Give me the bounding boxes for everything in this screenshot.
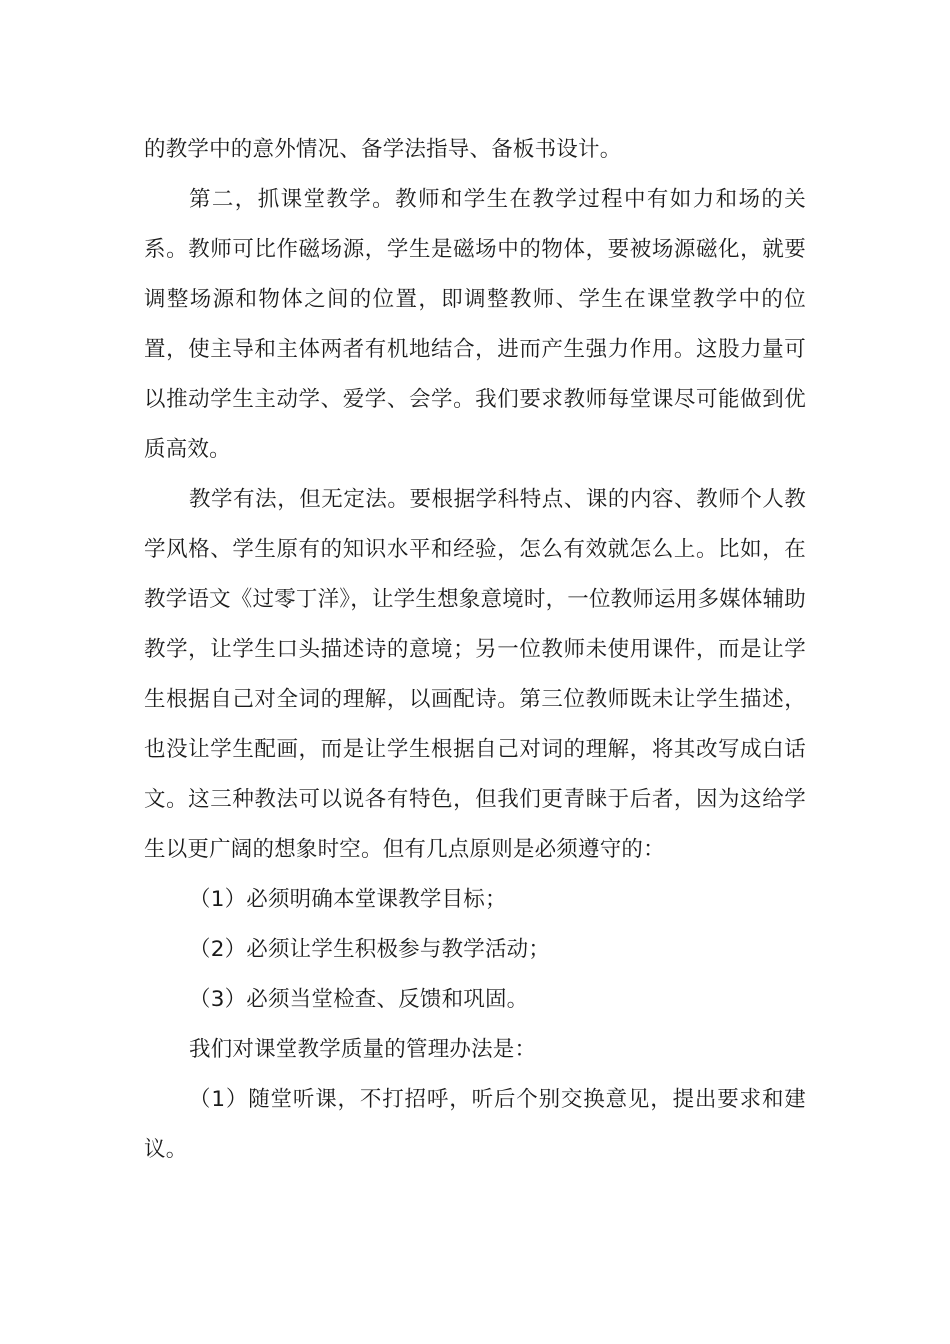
paragraph-classroom-teaching: 第二，抓课堂教学。教师和学生在教学过程中有如力和场的关系。教师可比作磁场源，学生是磁场中的物体，要被场源磁化，就要调整场源和物体之间的位置，即调整教师、学生在课堂教学中的位置，使主导和主体两者有机地结合，进而产生强力作用。这股力量可以推动学生主动学、爱学、会学。我们要求教师每堂课尽可能做到优质高效。 bbox=[144, 187, 806, 462]
list-item-principle-2: （2）必须让学生积极参与教学活动； bbox=[189, 937, 551, 962]
list-item-principle-1: （1）必须明确本堂课教学目标； bbox=[189, 887, 507, 912]
document-body bbox=[144, 125, 806, 1175]
paragraph-continuation: 的教学中的意外情况、备学法指导、备板书设计。 bbox=[144, 137, 622, 162]
list-item-principle-3: （3）必须当堂检查、反馈和巩固。 bbox=[189, 987, 529, 1012]
paragraph-teaching-methods: 教学有法，但无定法。要根据学科特点、课的内容、教师个人教学风格、学生原有的知识水平和经验，怎么有效就怎么上。比如，在教学语文《过零丁洋》，让学生想象意境时，一位教师运用多媒体辅助教学，让学生口头描述诗的意境；另一位教师未使用课件，而是让学生根据自己对全词的理解，以画配诗。第三位教师既未让学生描述，也没让学生配画，而是让学生根据自己对词的理解，将其改写成白话文。这三种教法可以说各有特色，但我们更青睐于后者，因为这给学生以更广阔的想象时空。但有几点原则是必须遵守的： bbox=[144, 487, 806, 862]
list-item-management-1: （1）随堂听课，不打招呼，听后个别交换意见，提出要求和建议。 bbox=[144, 1087, 806, 1162]
paragraph-management-intro: 我们对课堂教学质量的管理办法是： bbox=[189, 1037, 537, 1062]
